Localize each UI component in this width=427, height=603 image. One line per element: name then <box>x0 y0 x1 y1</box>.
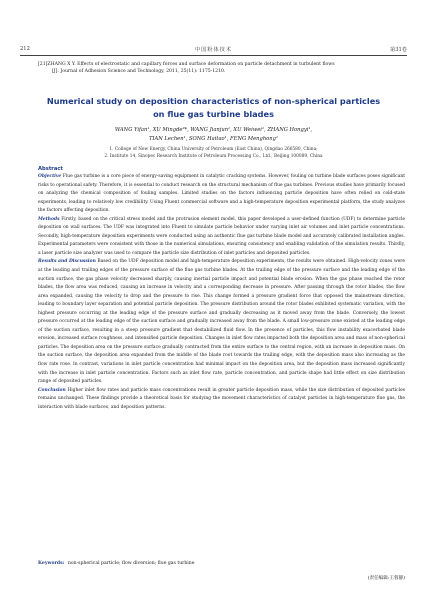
methods-label: Methods <box>38 216 60 222</box>
keywords-label: Keywords: <box>38 561 65 566</box>
keywords <box>38 561 405 566</box>
results-text: Based on the UDF deposition model and high-temperature deposition experiments, the results were obtained. High-velocity zones were at the leading and trailing edges of the pressure surface of the flue gas turbine blades. At the trailing edge of the pressure surface and the leading edge of the suction surface, the gas phase velocity decreased sharply, causing inertial particle impact and potential blade erosion. When the gas phase reached the rotor blades, the flow area was reduced, causing an increase in velocity and a corresponding decrease in pressure. After passing through the rotor blades, the flow area expanded, causing the velocity to drop and the pressure to rise. This change formed a pressure gradient force that opposed the mainstream direction, leading to boundary layer separation and potential particle deposition. The pressure distribution around the rotor blades exhibited systematic variation, with the highest pressure occurring at the leading edge of the pressure surface and gradually decreasing as it moved away from the blade. Conversely, the lowest pressure occurred at the leading edge of the suction surface and gradually increased away from the blade. A small low-pressure zone existed at the leading edge of the suction surface, resulting in a steep pressure gradient that destabilized fluid flow. In the presence of particles, this flow instability exacerbated blade erosion, increased surface roughness, and intensified particle deposition. Changes in inlet flow rates impacted both the deposition area and mass of non-spherical particles. The deposition area on the pressure surface gradually contracted from the entire surface to the central region, with an increase in deposition mass. On the suction surface, the deposition area expanded from the middle of the blade root towards the trailing edge, with the deposition mass also increasing as the flow rate rose. In contrast, variations in inlet particle concentration had minimal impact on the deposition area, but the deposition mass increased significantly with the increase in inlet particle concentration. Factors such as inlet flow rate, particle concentration, and particle shape had little effect on size distribution range of deposited particles. <box>38 259 405 385</box>
abstract-methods <box>38 216 405 259</box>
reference-list <box>38 61 405 75</box>
page-number: 212 <box>20 46 30 52</box>
objective-label: Objective <box>38 174 62 179</box>
author-line: TIAN Lechen¹, SONG Haitao¹, FENG Menghong¹ <box>148 136 279 142</box>
journal-name: 中国粉体技术 <box>194 47 233 53</box>
volume-label: 第31卷 <box>390 47 407 53</box>
abstract-results <box>38 258 405 386</box>
reference-entry-continuation: [J]. Journal of Adhesion Science and Technology, 2011, 25(11): 1175-1210. <box>52 69 226 75</box>
affiliation-line: 2. Institute 14, Sinopec Research Institute of Petroleum Processing Co., Ltd., Beijing 100089, China <box>104 154 323 159</box>
affiliation-line: 1. College of New Energy, China University of Petroleum (East China), Qingdao 266580, China; <box>109 147 318 152</box>
abstract-body <box>38 173 405 412</box>
abstract-conclusion <box>38 387 405 413</box>
author-list <box>40 126 387 144</box>
header-divider <box>20 55 407 56</box>
conclusion-label: Conclusion <box>38 387 66 393</box>
abstract-objective <box>38 173 405 216</box>
methods-text: Firstly, based on the critical stress model and the protrusion element model, this paper developed a user-defined function (UDF) to determine particle deposition on wall surfaces. The UDF was integrated into Fluent to simulate particle behavior under varying inlet air volumes and inlet particle concentrations. Secondly, high-temperature deposition experiments were conducted using an authentic flue gas turbine blade model and accurately calibrated installation angles. Experimental parameters were consistent with those in the numerical simulations, ensuring consistency and enabling validation of the simulation results. Thirdly, a laser particle size analyzer was used to compare the particle size distribution of inlet particles and deposited particles. <box>38 216 405 256</box>
keywords-text: non-spherical particle; flow diversion; flue gas turbine <box>67 561 195 566</box>
conclusion-text: Higher inlet flow rates and particle mass concentrations result in greater particle deposition mass, while the size distribution of deposited particles remains unchanged. These findings provide a theoretical basis for studying the movement characteristics of catalyst particles in high-temperature flue gas, the interaction with blade surfaces, and deposition patterns. <box>38 387 405 410</box>
responsible-editor: (责任编辑:王蓉静) <box>367 576 405 581</box>
results-label: Results and Discussion <box>38 259 96 265</box>
reference-entry: [21]ZHANG X Y. Effects of electrostatic and capillary forces and surface deformation on particle detachment in turbulent flows <box>38 62 335 67</box>
author-line: WANG Yifan¹, XU Mingde²*, WANG Jianjun¹, XU Weiwei¹, ZHANG Hongyi¹, <box>114 127 313 133</box>
affiliations <box>40 146 387 160</box>
running-header <box>20 46 407 54</box>
paper-title: Numerical study on deposition characteristics of non-spherical particles on flue gas turbine blades <box>46 96 381 119</box>
objective-text: Flue gas turbine is a core piece of energy-saving equipment in catalytic cracking systems. However, fouling on turbine blade surfaces poses significant risks to operational safety. Therefore, it is essential to conduct research on the structural mechanism of flue gas turbines. Previous studies have primarily focused on analyzing the chemical composition of fouling samples. Limited studies on the factors influencing particle deposition have often relied on cold-state experiments, leading to relatively low credibility. Using Fluent commercial software and a high-temperature deposition experimental platform, the study analyzes the factors affecting deposition. <box>38 174 405 214</box>
abstract-heading: Abstract <box>38 166 63 172</box>
